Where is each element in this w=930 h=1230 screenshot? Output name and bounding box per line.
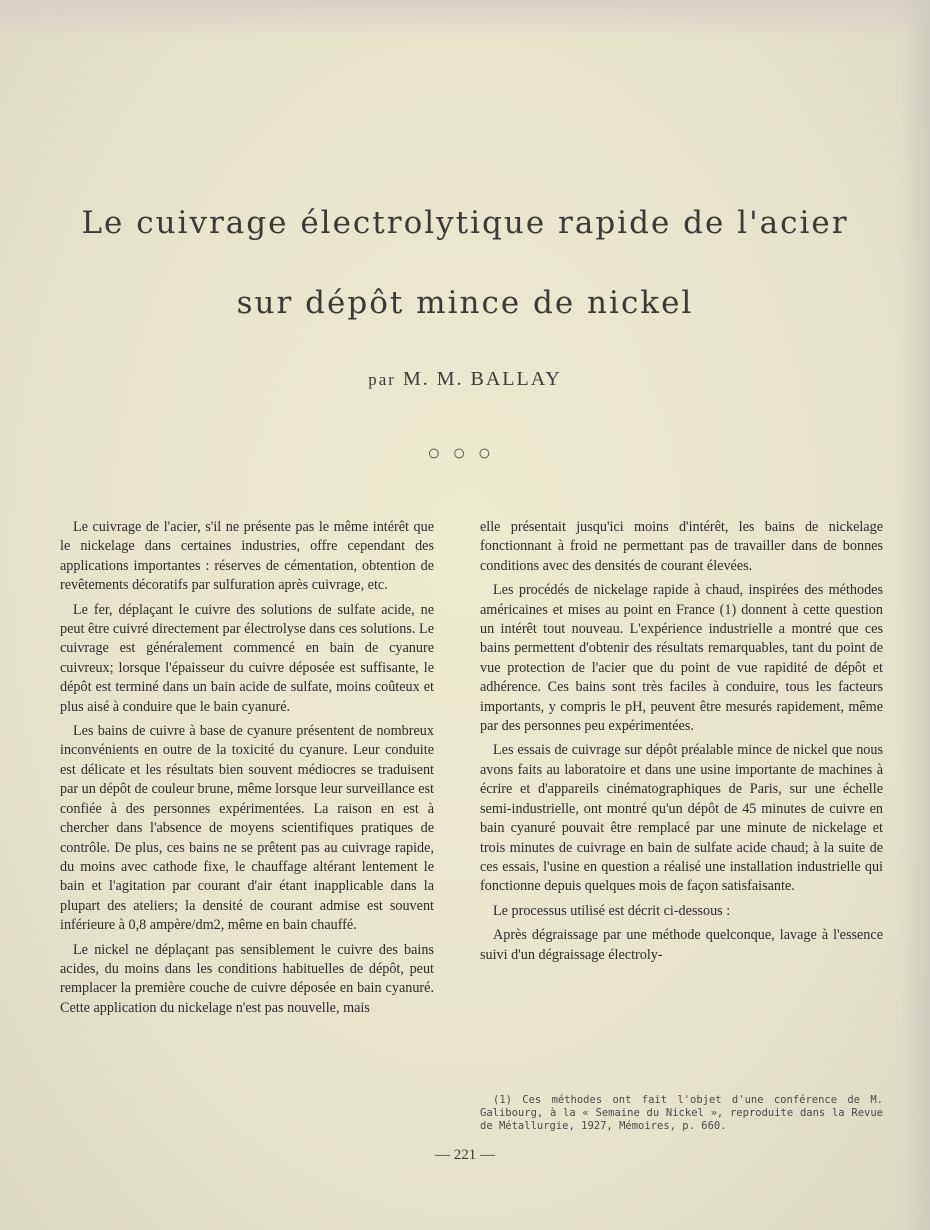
paragraph: elle présentait jusqu'ici moins d'intérêt, les bains de nickelage fonctionnant à froid ne permettant pas de travailler dans de bonnes conditions avec des densités de courant élevées. (480, 519, 883, 574)
article-title-line-2: sur dépôt mince de nickel (236, 285, 694, 321)
paragraph: Le cuivrage de l'acier, s'il ne présente pas le même intérêt que le nickelage dans certaines industries, offre cependant des applications importantes : réserves de cémentation, obtention de revêtements décoratifs par sulfuration après cuivrage, etc. (60, 519, 434, 594)
author-name: M. M. BALLAY (402, 368, 562, 390)
paragraph: Le processus utilisé est décrit ci-dessous : (493, 902, 731, 919)
left-column (60, 518, 434, 1023)
right-column (480, 518, 883, 970)
author-prefix: par (368, 370, 396, 389)
paper-edge-right (900, 0, 930, 1230)
section-ornament: ○○○ (427, 440, 503, 465)
paragraph: Le fer, déplaçant le cuivre des solutions de sulfate acide, ne peut être cuivré directement par électrolyse dans ces solutions. Le cuivrage est généralement commencé en bain de cyanure cuivreux; lorsque l'épaisseur du cuivre déposée est suffisante, le dépôt est terminé dans un bain acide de sulfate, moins coûteux et plus aisé à conduire que le bain cyanuré. (60, 601, 434, 715)
page-number: — 221 — (435, 1147, 495, 1163)
footnote-text: (1) Ces méthodes ont fait l'objet d'une conférence de M. Galibourg, à la « Semaine du Nickel », reproduite dans la Revue de Métallurgie, 1927, Mémoires, p. 660. (480, 1094, 883, 1132)
paragraph: Les bains de cuivre à base de cyanure présentent de nombreux inconvénients en outre de la toxicité du cyanure. Leur conduite est délicate et les résultats bien souvent médiocres se traduisent par un dépôt de couleur brune, même lorsque leur surveillance est confiée à des personnes expérimentées. La raison en est à chercher dans l'absence de moyens scientifiques pratiques de contrôle. De plus, ces bains ne se prêtent pas au cuivrage rapide, du moins avec cathode fixe, le chauffage altérant lentement le bain et l'agitation par courant d'air étant inapplicable dans la plupart des ateliers; la densité de courant admise est souvent inférieure à 0,8 ampère/dm2, même en bain chauffé. (60, 723, 434, 934)
author-line (0, 368, 930, 391)
article-title-line-1: Le cuivrage électrolytique rapide de l'acier (81, 205, 849, 241)
paragraph: Les essais de cuivrage sur dépôt préalable mince de nickel que nous avons faits au laboratoire et dans une usine importante de machines à écrire et d'appareils cinématographiques de Paris, sur une échelle semi-industrielle, ont montré qu'un dépôt de 45 minutes de cuivre en bain cyanuré pouvait être remplacé par une minute de nickelage et trois minutes de cuivrage en bain de sulfate acide chaud; à la suite de ces essais, l'usine en question a réalisé une installation industrielle qui fonctionne depuis quelques mois de façon satisfaisante. (480, 742, 883, 895)
paragraph: Après dégraissage par une méthode quelconque, lavage à l'essence suivi d'un dégraissage électroly- (480, 927, 883, 963)
paper-edge-top (0, 0, 930, 40)
paragraph: Le nickel ne déplaçant pas sensiblement le cuivre des bains acides, du moins dans les conditions habituelles de dépôt, peut remplacer la première couche de cuivre déposée en bain cyanuré. Cette application du nickelage n'est pas nouvelle, mais (60, 941, 434, 1016)
paragraph: Les procédés de nickelage rapide à chaud, inspirées des méthodes américaines et mises au point en France (1) donnent à cette question un intérêt tout nouveau. L'expérience industrielle a montré que ces bains permettent d'obtenir des résultats remarquables, tant du point de vue protection de l'acier que du point de vue rapidité de dépôt et adhérence. Ces bains sont très faciles à conduire, tous les facteurs importants, y compris le pH, peuvent être mesurés rapidement, même par des personnes peu expérimentées. (480, 582, 883, 735)
footnote (480, 1094, 883, 1133)
